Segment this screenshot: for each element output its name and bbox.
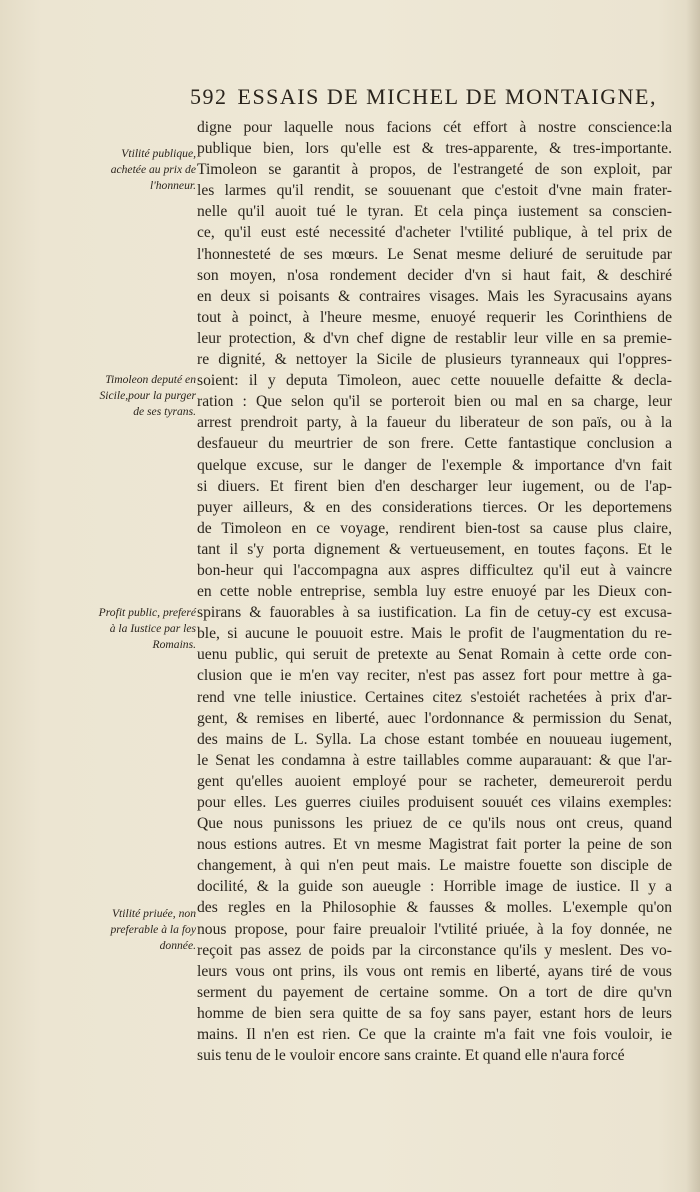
body-line: des regles en la Philosophie & fausses & molles. L'exemple qu'on (197, 899, 672, 917)
margin-note-line: l'honneur. (150, 179, 196, 192)
margin-note-utilite-publique (78, 146, 196, 194)
body-line: serment du payement de certaine somme. On a tort de dire qu'vn (197, 983, 672, 1001)
body-line: en cette noble entreprise, sembla luy estre enuoyé par les Dieux con- (197, 583, 672, 601)
body-line: changement, à qui n'en peut mais. Le maistre fouette son disciple de (197, 857, 672, 875)
body-line: publique bien, lors qu'elle est & tres-apparente, & tres-importante. (197, 140, 672, 158)
body-line: de Timoleon en ce voyage, rendirent bien-tost sa cause plus claire, (197, 519, 672, 537)
body-line: leurs vous ont prins, ils vous ont remis en liberté, ayans tiré de vous (197, 962, 672, 980)
body-line: soient: il y deputa Timoleon, auec cette nouuelle defaitte & decla- (197, 372, 672, 390)
body-line: en deux si poisants & contraires visages. Mais les Syracusains ayans (197, 287, 672, 305)
running-header (190, 84, 660, 114)
body-line: suis tenu de le vouloir encore sans crainte. Et quand elle n'aura forcé (197, 1047, 625, 1065)
body-line: quelque excuse, sur le danger de l'exemple & importance d'vn fait (197, 456, 672, 474)
body-line: ble, si aucune le pouuoit estre. Mais le profit de l'augmentation du re- (197, 625, 672, 643)
body-line: des mains de L. Sylla. La chose estant tombée en nouueau iugement, (197, 730, 672, 748)
body-line: bon-heur qui l'accompagna aux aspres difficultez qu'il eut à vaincre (197, 561, 672, 579)
body-line: gent, & remises en liberté, auec l'ordonnance & permission du Senat, (197, 709, 672, 727)
page-edge-shadow (686, 0, 700, 1192)
margin-note-profit-public (78, 605, 196, 653)
body-line: nous propose, pour faire preualoir l'vtilité priuée, à la foy donnée, ne (197, 920, 672, 938)
body-line: son moyen, n'osa rondement decider d'vn si haut fait, & deschiré (197, 266, 672, 284)
margin-note-line: Vtilité publique, (121, 147, 196, 160)
margin-note-utilite-privee (78, 906, 196, 954)
margin-note-line: Profit public, preferé (98, 606, 196, 619)
body-line: l'honnesteté de ses mœurs. Le Senat mesme deliuré de seruitude par (197, 245, 672, 263)
body-line: nelle qu'il auoit tué le tyran. Et cela pinça iustement sa conscien- (197, 203, 672, 221)
body-line: uenu public, qui seruit de pretexte au Senat Romain à cette orde con- (197, 646, 672, 664)
body-line: nous estions autres. Et vn mesme Magistrat fait porter la peine de son (197, 836, 672, 854)
body-line: desfaueur du meurtrier de son frere. Cette fantastique conclusion a (197, 435, 672, 453)
margin-note-line: Sicile,pour la purger (99, 389, 196, 402)
body-line: les larmes qu'il rendit, se souuenant que c'estoit d'vne main frater- (197, 182, 672, 200)
body-line: clusion que ie m'en vay reciter, n'est pas assez fort pour mettre à ga- (197, 667, 672, 685)
body-line: docilité, & la guide son aueugle : Horrible image de iustice. Il y a (197, 878, 672, 896)
body-line: Timoleon se garantit à propos, de l'estrangeté de son exploit, par (197, 161, 672, 179)
margin-note-line: Vtilité priuée, non (111, 907, 196, 920)
body-line: gent qu'elles auoient employé pour se racheter, demeureroit perdu (197, 772, 672, 790)
running-title: ESSAIS DE MICHEL DE MONTAIGNE, (237, 84, 657, 109)
margin-note-line: de ses tyrans. (133, 405, 196, 418)
body-line: puyer ailleurs, & en des considerations tierces. Or les deportemens (197, 498, 672, 516)
body-line: si diuers. Et firent bien d'en descharger leur iugement, ou de l'ap- (197, 477, 672, 495)
body-line: homme de bien sera quitte de sa foy sans payer, estant hors de leurs (197, 1004, 672, 1022)
body-line: ration : Que selon qu'il se porteroit bien ou mal en sa charge, leur (197, 393, 672, 411)
body-line: rend vne telle iniustice. Certaines citez s'estoiét rachetées à prix d'ar- (197, 688, 672, 706)
body-line: Que nous punissons les priuez de ce qu'ils nous ont creus, quand (197, 815, 672, 833)
margin-note-line: à la Iustice par les (109, 622, 196, 635)
page-number: 592 (190, 84, 228, 109)
body-line: arrest prendroit party, à la faueur du liberateur de son païs, ou à la (197, 414, 672, 432)
body-line: ce, qu'il eust esté necessité d'acheter l'vtilité publique, à tel prix de (197, 224, 672, 242)
margin-note-line: achetée au prix de (110, 163, 196, 176)
body-line: mains. Il n'en est rien. Ce que la crainte m'a fait vne fois vouloir, ie (197, 1026, 672, 1044)
margin-note-line: Romains. (152, 638, 196, 651)
margin-note-timoleon (78, 372, 196, 420)
body-line: tout à poinct, à l'heure mesme, enuoyé requerir les Corinthiens de (197, 308, 672, 326)
body-line: spirans & fauorables à sa iustification. La fin de cetuy-cy est excusa- (197, 604, 672, 622)
body-line: pour elles. Les guerres ciuiles produisent souuét ces vilains exemples: (197, 794, 672, 811)
margin-note-line: donnée. (159, 939, 196, 952)
body-line: digne pour laquelle nous facions cét effort à nostre conscience:la (197, 119, 672, 136)
body-line: re dignité, & nettoyer la Sicile de plusieurs tyranneaux qui l'oppres- (197, 351, 672, 369)
margin-note-line: preferable à la foy (110, 923, 196, 936)
body-line: le Senat les condamna à estre taillables comme auparauant: & que l'ar- (197, 751, 672, 769)
margin-note-line: Timoleon deputé en (105, 373, 196, 386)
body-line: tant il s'y porta dignement & vertueusement, en toutes façons. Et le (197, 540, 672, 558)
body-text (197, 117, 672, 1066)
body-line: leur protection, & d'vn chef digne de restablir leur ville en sa premie- (197, 329, 672, 347)
body-line: reçoit pas assez de poids par la circonstance qu'ils y meslent. Des vo- (197, 941, 672, 959)
